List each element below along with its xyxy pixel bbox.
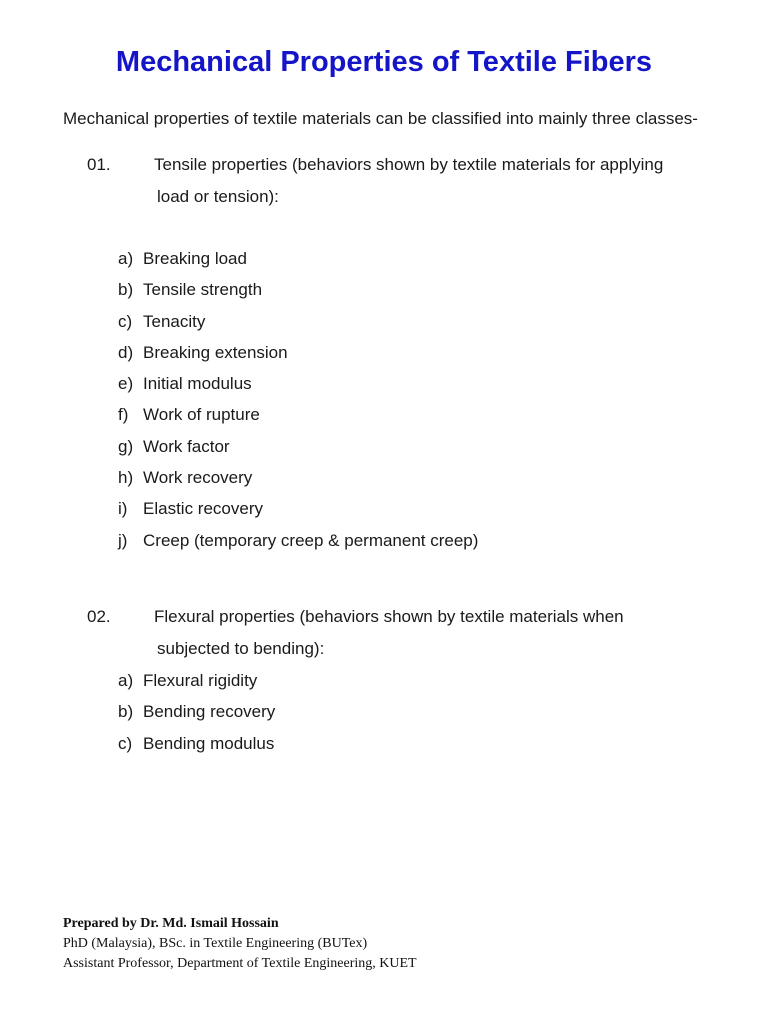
list-item-label: Breaking extension	[143, 342, 288, 362]
list-item	[118, 337, 478, 368]
flexural-properties-list	[118, 665, 275, 759]
author-footer	[63, 914, 417, 974]
list-marker: i)	[118, 499, 128, 519]
list-item	[118, 399, 478, 430]
list-item	[118, 665, 275, 696]
list-item	[118, 728, 275, 759]
section-number: 01.	[87, 155, 111, 174]
list-item	[118, 368, 478, 399]
section-heading-line2: load or tension):	[157, 186, 279, 206]
list-item	[118, 431, 478, 462]
list-item-label: Work of rupture	[143, 405, 260, 425]
section-heading-line2: subjected to bending):	[157, 638, 325, 658]
list-item-label: Bending modulus	[143, 733, 275, 753]
list-item-label: Flexural rigidity	[143, 671, 258, 690]
list-item	[118, 696, 275, 727]
list-item	[118, 525, 478, 556]
list-marker: c)	[118, 733, 133, 753]
list-item-label: Breaking load	[143, 249, 247, 268]
list-marker: j)	[118, 530, 128, 550]
list-marker: b)	[118, 702, 134, 722]
author-position: Assistant Professor, Department of Textile Engineering, KUET	[63, 956, 417, 971]
list-item-label: Work recovery	[143, 468, 253, 488]
page-title: Mechanical Properties of Textile Fibers	[115, 46, 653, 78]
list-marker: b)	[118, 280, 134, 300]
intro-paragraph: Mechanical properties of textile materials can be classified into mainly three classes-	[63, 109, 698, 128]
list-item-label: Work factor	[143, 436, 230, 456]
list-item	[118, 274, 478, 305]
tensile-properties-list	[118, 243, 478, 556]
list-item	[118, 493, 478, 524]
section-heading-line1: Tensile properties (behaviors shown by textile materials for applying	[154, 155, 664, 174]
list-marker: g)	[118, 436, 134, 456]
section-heading	[154, 601, 714, 664]
section-heading-line1: Flexural properties (behaviors shown by textile materials when	[154, 607, 624, 626]
list-marker: d)	[118, 342, 134, 362]
list-item	[118, 306, 478, 337]
list-marker: f)	[118, 405, 129, 425]
list-marker: h)	[118, 468, 134, 488]
list-item-label: Initial modulus	[143, 374, 252, 394]
list-marker: a)	[118, 671, 134, 690]
author-degrees: PhD (Malaysia), BSc. in Textile Engineering (BUTex)	[63, 936, 368, 951]
section-heading	[154, 149, 714, 212]
section-number: 02.	[87, 607, 111, 626]
list-item-label: Elastic recovery	[143, 499, 263, 519]
list-item	[118, 243, 478, 274]
list-marker: c)	[118, 311, 133, 331]
list-item	[118, 462, 478, 493]
list-item-label: Tenacity	[143, 311, 206, 331]
list-marker: e)	[118, 374, 134, 394]
list-item-label: Creep (temporary creep & permanent creep)	[143, 530, 479, 550]
list-item-label: Tensile strength	[143, 280, 263, 300]
list-marker: a)	[118, 249, 134, 268]
list-item-label: Bending recovery	[143, 702, 276, 722]
prepared-by: Prepared by Dr. Md. Ismail Hossain	[63, 916, 279, 931]
